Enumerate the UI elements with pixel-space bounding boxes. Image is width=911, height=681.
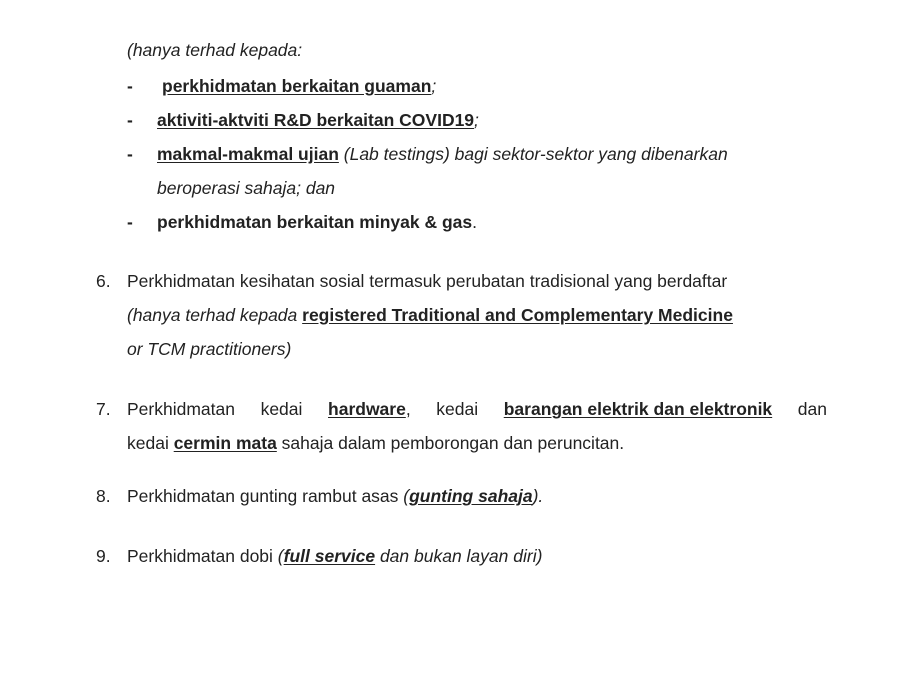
item-9-number: 9. [96,546,111,566]
item-7-line2-post: sahaja dalam pemborongan dan peruncitan. [276,433,625,453]
item-7-hardware [328,399,411,420]
bullet-dash: - [127,212,133,232]
bullet-dash: - [127,76,133,96]
item-6-line2-pre: (hanya terhad kepada [127,305,303,325]
sub-item-oilgas-bold: perkhidmatan berkaitan minyak & gas [157,212,473,232]
item-7-number: 7. [96,399,111,419]
item-7-electrical-bold: barangan elektrik dan elektronik [503,399,773,419]
item-7-line2-pre: kedai [127,433,174,453]
item-7-word: dan [797,399,827,419]
item-7-eyewear-bold: cermin mata [173,433,277,453]
item-8-paren-open: ( [403,486,410,506]
item-6-line2 [127,305,733,326]
item-8-bold: gunting sahaja [409,486,533,506]
sub-item-lab-bold: makmal-makmal ujian [157,144,339,164]
item-8-line [127,486,543,507]
item-9-paren-open: ( [277,546,284,566]
item-7-hardware-bold: hardware [328,399,406,419]
item-6-tcm-bold: registered Traditional and Complementary Medicine [302,305,733,325]
item-6-line3: or TCM practitioners) [127,339,292,359]
item-7-comma: , [405,399,411,419]
item-7-line1 [127,399,827,420]
item-9-bold: full service [283,546,376,566]
item-8-paren-close: ). [532,486,544,506]
sub-item-legal [162,76,436,97]
item-7-word: kedai [260,399,303,419]
item-7-line2 [127,433,624,454]
sub-item-rnd [157,110,479,131]
sub-item-rnd-rest: ; [474,110,479,130]
item-8-number: 8. [96,486,111,506]
sub-item-legal-rest: ; [431,76,437,96]
sub-item-oilgas-rest: . [472,212,477,232]
sub-item-lab-continuation: beroperasi sahaja; dan [157,178,336,198]
sub-item-lab-rest: (Lab testings) bagi sektor-sektor yang dibenarkan [338,144,728,164]
item-7-word: kedai [436,399,479,419]
sub-item-oilgas [157,212,477,233]
item-9-post: dan bukan layan diri) [375,546,543,566]
item-7-word: Perkhidmatan [127,399,235,419]
sub-item-legal-bold: perkhidmatan berkaitan guaman [162,76,432,96]
item-6-number: 6. [96,271,111,291]
sub-item-lab [157,144,728,165]
bullet-dash: - [127,144,133,164]
item-9-pre: Perkhidmatan dobi [127,546,278,566]
item-8-pre: Perkhidmatan gunting rambut asas [127,486,404,506]
item-6-line1: Perkhidmatan kesihatan sosial termasuk perubatan tradisional yang berdaftar [127,271,728,291]
item-9-line [127,546,542,567]
sub-item-rnd-bold: aktiviti-aktviti R&D berkaitan COVID19 [157,110,475,130]
intro-text: (hanya terhad kepada: [127,40,303,60]
bullet-dash: - [127,110,133,130]
